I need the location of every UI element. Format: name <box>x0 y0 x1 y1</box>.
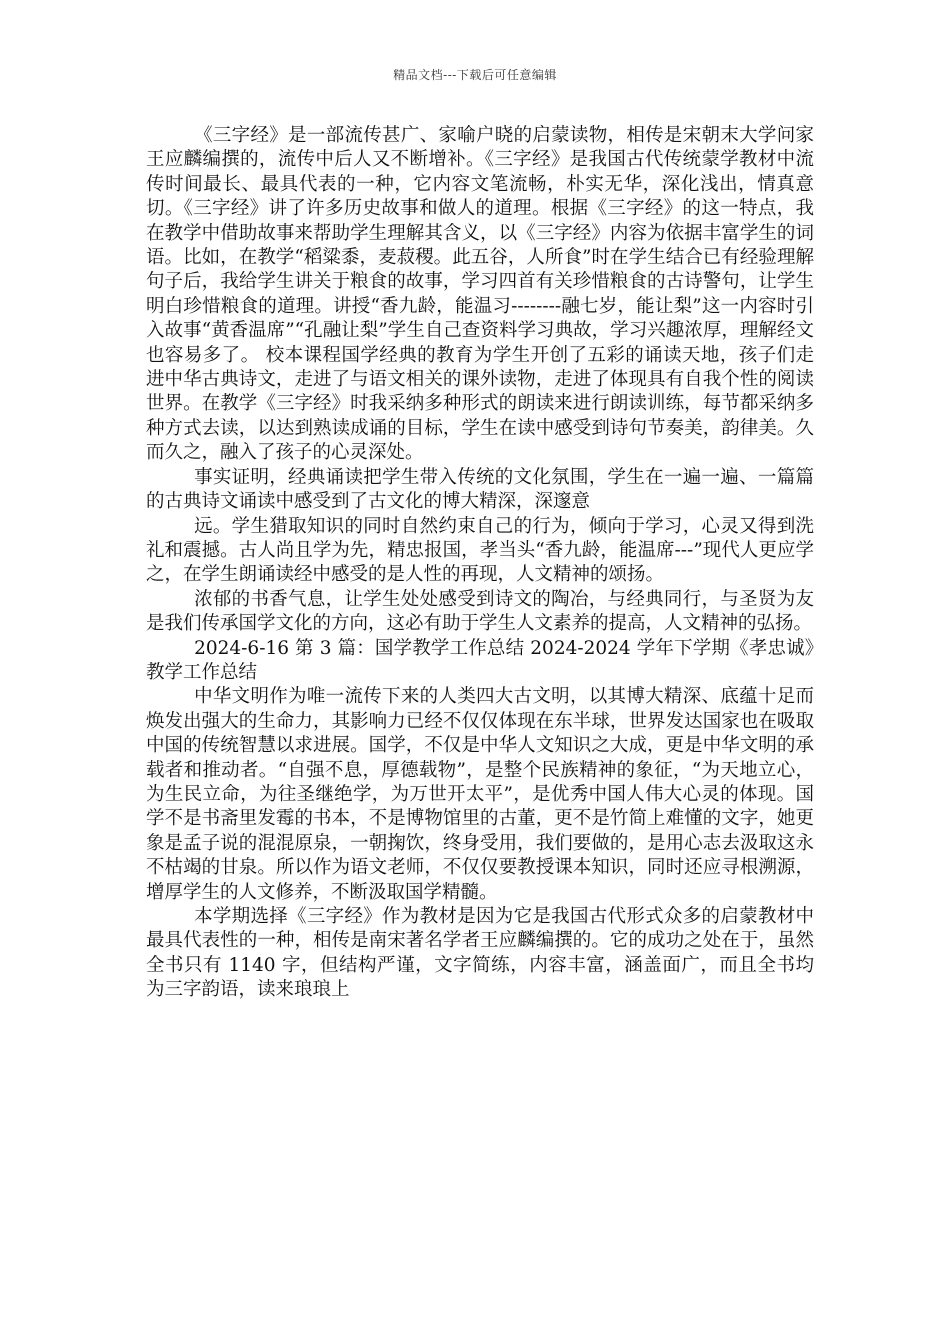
paragraph-chinese-civilization: 中华文明作为唯一流传下来的人类四大古文明，以其博大精深、底蕴十足而焕发出强大的生命力，其影响力已经不仅仅体现在东半球，世界发达国家也在吸取中国的传统智慧以求进展。国学，不仅是中华人文知识之大成，更是中华文明的承载者和推动者。“自强不息，厚德载物”，是整个民族精神的象征，“为天地立心，为生民立命，为往圣继绝学，为万世开太平”，是优秀中国人伟大心灵的体现。国学不是书斋里发霉的书本，不是博物馆里的古董，更不是竹简上难懂的文字，她更象是孟子说的混混原泉，一朝掬饮，终身受用，我们要做的，是用心志去汲取这永不枯竭的甘泉。所以作为语文老师，不仅仅要教授课本知识，同时还应寻根溯源，增厚学生的人文修养，不断汲取国学精髓。 <box>146 686 814 903</box>
paragraph-sanzijing-intro: 《三字经》是一部流传甚广、家喻户晓的启蒙读物，相传是宋朝末大学问家王应麟编撰的，流传中后人又不断增补。《三字经》是我国古代传统蒙学教材中流传时间最长、最具代表的一种，它内容文笔流畅，朴实无华，深化浅出，情真意切。《三字经》讲了许多历史故事和做人的道理。根据《三字经》的这一特点，我在教学中借助故事来帮助学生理解其含义，以《三字经》内容为依据丰富学生的词语。比如，在教学“稻粱黍，麦菽稷。此五谷，人所食”时在学生结合已有经验理解句子后，我给学生讲关于粮食的故事，学习四首有关珍惜粮食的古诗警句，让学生明白珍惜粮食的道理。讲授“香九龄，能温习--------融七岁，能让梨”这一内容时引入故事“黄香温席”“孔融让梨”学生自己查资料学习典故，学习兴趣浓厚，理解经文也容易多了。 校本课程国学经典的教育为学生开创了五彩的诵读天地，孩子们走进中华古典诗文，走进了与语文相关的课外读物，走进了体现具有自我个性的阅读世界。在教学《三字经》时我采纳多种形式的朗读来进行朗读训练，每节都采纳多种方式去读，以达到熟读成诵的目标，学生在读中感受到诗句节奏美，韵律美。久而久之，融入了孩子的心灵深处。 <box>146 125 814 464</box>
paragraph-knowledge-behavior: 远。学生猎取知识的同时自然约束自己的行为，倾向于学习，心灵又得到洗礼和震撼。古人尚且学为先，精忠报国，孝当头“香九龄，能温席---”现代人更应学之，在学生朗诵读经中感受的是人性的再现，人文精神的颂扬。 <box>146 515 814 586</box>
paragraph-textbook-choice: 本学期选择《三字经》作为教材是因为它是我国古代形式众多的启蒙教材中最具代表性的一种，相传是南宋著名学者王应麟编撰的。它的成功之处在于，虽然全书只有 1140 字，但结构严谨，文字简练，内容丰富，涵盖面广，而且全书均为三字韵语，读来琅琅上 <box>146 906 814 1001</box>
paragraph-facts-prove: 事实证明，经典诵读把学生带入传统的文化氛围，学生在一遍一遍、一篇篇的古典诗文诵读中感受到了古文化的博大精深，深邃意 <box>146 466 814 513</box>
paragraph-book-fragrance: 浓郁的书香气息，让学生处处感受到诗文的陶冶，与经典同行，与圣贤为友是我们传承国学文化的方向，这必有助于学生人文素养的提高，人文精神的弘扬。 <box>146 588 814 635</box>
page-header: 精品文档---下载后可任意编辑 <box>393 68 557 82</box>
section-heading-part3: 2024-6-16 第 3 篇：国学教学工作总结 2024-2024 学年下学期《孝忠诚》教学工作总结 <box>146 637 814 683</box>
document-body <box>146 124 814 1003</box>
